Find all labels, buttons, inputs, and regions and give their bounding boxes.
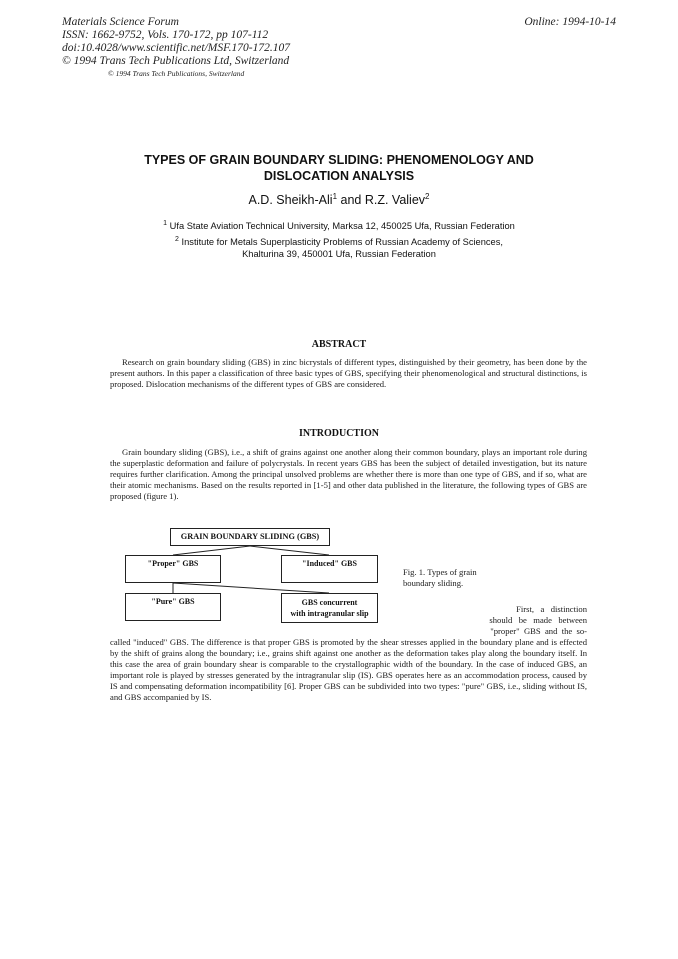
introduction-heading: INTRODUCTION xyxy=(298,428,379,439)
author-2: R.Z. Valiev xyxy=(364,193,426,208)
title-line-1: TYPES OF GRAIN BOUNDARY SLIDING: PHENOMENOLOGY AND xyxy=(144,153,534,167)
figure-caption xyxy=(403,567,477,589)
intro-side-line-1: First, a distinction xyxy=(516,604,587,614)
author-1-sup: 1 xyxy=(332,192,338,201)
figure-caption-line-2: boundary sliding. xyxy=(403,578,464,588)
affiliation-2-line-1: Institute for Metals Superplasticity Problems of Russian Academy of Sciences, xyxy=(181,237,503,248)
fig-box-proper: "Proper" GBS xyxy=(125,555,221,583)
fig-connector-proper-concurrent xyxy=(173,583,329,593)
intro-side-text xyxy=(402,604,587,637)
fig-connector-root-induced xyxy=(250,546,329,555)
fig-box-concurrent-line-2: with intragranular slip xyxy=(290,609,369,618)
intro-p1-text: Grain boundary sliding (GBS), i.e., a shift of grains against one another along their common boundary, plays an important role during the superplastic deformation and failure of polycrystals. In recent years GBS has been the subject of detailed investigation, but its nature requires further clarification. Among the principal unsolved problems are whether there is more than one type of GBS, and if so, what are their atomic mechanisms. Based on the results reported in [1-5] and other data published in the literature, the following types of GBS are proposed (figure 1). xyxy=(110,447,587,501)
fig-box-root: GRAIN BOUNDARY SLIDING (GBS) xyxy=(170,528,330,546)
online-date: Online: 1994-10-14 xyxy=(524,16,616,28)
introduction-paragraph-2 xyxy=(110,637,587,703)
author-1: A.D. Sheikh-Ali xyxy=(248,193,333,208)
intro-p2-text: called "induced" GBS. The difference is that proper GBS is promoted by the shear stresses applied in the boundary plane and is effected by the shift of grains along the boundary; i.e., grains shift against one another as the deformation takes play along the boundary itself. In this case the area of grain boundary shear is comparable to the crystallographic width of the boundary. In the case of induced GBS, an important role is played by stresses generated by the intragranular slip (IS). GBS operates here as an accommodation process, caused by IS and compensating deformation incompatibility [6]. Proper GBS can be subdivided into two types: "pure" GBS, i.e., sliding without IS, and GBS accompanied by IS. xyxy=(110,637,587,702)
intro-side-line-2: should be made between xyxy=(489,615,587,625)
abstract-heading: ABSTRACT xyxy=(311,339,367,350)
title-line-2: DISLOCATION ANALYSIS xyxy=(263,169,415,183)
fig-box-induced: "Induced" GBS xyxy=(281,555,378,583)
affiliation-2-line-2: Khalturina 39, 450001 Ufa, Russian Federation xyxy=(242,249,436,260)
fig-box-concurrent-line-1: GBS concurrent xyxy=(301,598,358,607)
figure-caption-line-1: Fig. 1. Types of grain xyxy=(403,567,477,577)
publisher-copyright: © 1994 Trans Tech Publications, Switzerland xyxy=(108,69,245,78)
fig-box-pure: "Pure" GBS xyxy=(125,593,221,621)
journal-name: Materials Science Forum xyxy=(62,16,179,28)
affiliation-1-text: Ufa State Aviation Technical University, Marksa 12, 450025 Ufa, Russian Federation xyxy=(169,221,515,232)
journal-doi[interactable]: doi:10.4028/www.scientific.net/MSF.170-172.107 xyxy=(62,42,290,54)
fig-connector-root-proper xyxy=(173,546,250,555)
journal-issn: ISSN: 1662-9752, Vols. 170-172, pp 107-112 xyxy=(62,29,269,41)
affiliation-1-sup: 1 xyxy=(163,220,168,227)
abstract-paragraph: Research on grain boundary sliding (GBS) in zinc bicrystals of different types, distinguished by their geometry, has been done by the present authors. In this paper a classification of three basic types of GBS, specifying their phenomenological and structural distinctions, is proposed. Dislocation mechanisms of the different types of GBS are considered. xyxy=(110,357,587,389)
authors-and: and xyxy=(337,193,365,208)
author-2-sup: 2 xyxy=(425,192,430,201)
intro-side-line-3: "proper" GBS and the so- xyxy=(490,626,587,636)
affiliation-2-sup: 2 xyxy=(175,236,179,243)
journal-copyright: © 1994 Trans Tech Publications Ltd, Switzerland xyxy=(62,55,290,67)
